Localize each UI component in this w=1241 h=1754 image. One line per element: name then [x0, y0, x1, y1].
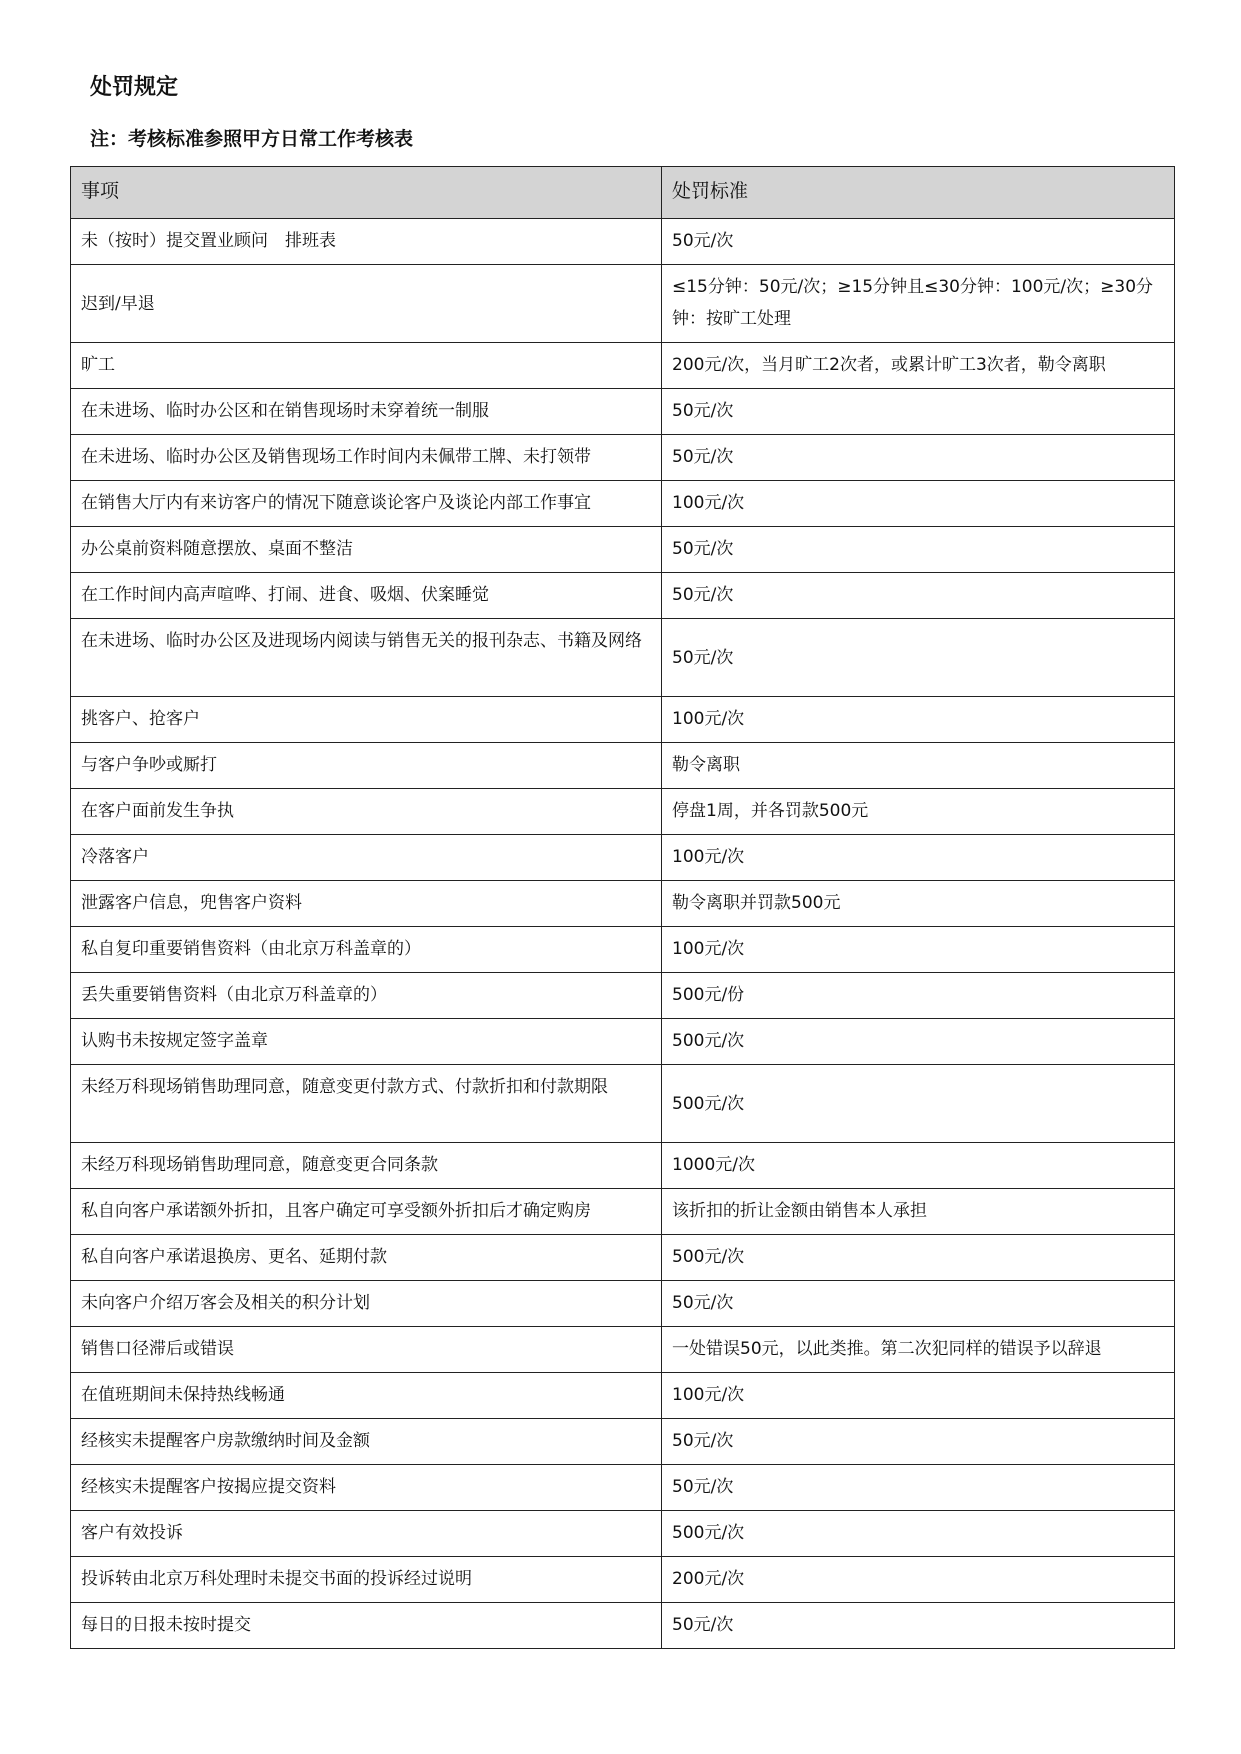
note: 注：考核标准参照甲方日常工作考核表	[90, 128, 414, 150]
item-cell: 私自向客户承诺额外折扣，且客户确定可享受额外折扣后才确定购房	[71, 1189, 662, 1235]
item-cell: 办公桌前资料随意摆放、桌面不整洁	[71, 527, 662, 573]
table-row	[71, 435, 1175, 481]
item-cell: 在客户面前发生争执	[71, 789, 662, 835]
page-title: 处罚规定	[90, 75, 179, 100]
item-cell: 在未进场、临时办公区及进现场内阅读与销售无关的报刊杂志、书籍及网络	[71, 619, 662, 697]
item-cell: 丢失重要销售资料（由北京万科盖章的）	[71, 973, 662, 1019]
item-cell: 未经万科现场销售助理同意，随意变更合同条款	[71, 1143, 662, 1189]
table-row	[71, 265, 1175, 343]
penalty-cell: 100元/次	[662, 927, 1175, 973]
penalty-cell: 勒令离职并罚款500元	[662, 881, 1175, 927]
item-cell: 迟到/早退	[71, 265, 662, 343]
penalty-cell: 500元/次	[662, 1065, 1175, 1143]
table-row	[71, 789, 1175, 835]
table-row	[71, 573, 1175, 619]
item-cell: 未经万科现场销售助理同意，随意变更付款方式、付款折扣和付款期限	[71, 1065, 662, 1143]
table-row	[71, 389, 1175, 435]
table-row	[71, 743, 1175, 789]
table-row	[71, 697, 1175, 743]
column-header-penalty: 处罚标准	[662, 167, 1175, 219]
item-cell: 认购书未按规定签字盖章	[71, 1019, 662, 1065]
table-row	[71, 1189, 1175, 1235]
penalty-cell: 50元/次	[662, 435, 1175, 481]
penalty-cell: ≤15分钟：50元/次；≥15分钟且≤30分钟：100元/次；≥30分钟：按旷工处理	[662, 265, 1175, 343]
table-row	[71, 1281, 1175, 1327]
item-cell: 旷工	[71, 343, 662, 389]
table-header-row	[71, 167, 1175, 219]
table-row	[71, 619, 1175, 697]
item-cell: 投诉转由北京万科处理时未提交书面的投诉经过说明	[71, 1557, 662, 1603]
item-cell: 在工作时间内高声喧哗、打闹、进食、吸烟、伏案睡觉	[71, 573, 662, 619]
column-header-item: 事项	[71, 167, 662, 219]
item-cell: 在未进场、临时办公区和在销售现场时未穿着统一制服	[71, 389, 662, 435]
table-row	[71, 219, 1175, 265]
table-row	[71, 1143, 1175, 1189]
item-cell: 私自向客户承诺退换房、更名、延期付款	[71, 1235, 662, 1281]
table-row	[71, 1557, 1175, 1603]
penalty-cell: 该折扣的折让金额由销售本人承担	[662, 1189, 1175, 1235]
penalty-cell: 100元/次	[662, 1373, 1175, 1419]
penalty-cell: 500元/次	[662, 1511, 1175, 1557]
table-row	[71, 1373, 1175, 1419]
item-cell: 在销售大厅内有来访客户的情况下随意谈论客户及谈论内部工作事宜	[71, 481, 662, 527]
item-cell: 未（按时）提交置业顾问 排班表	[71, 219, 662, 265]
penalty-cell: 200元/次	[662, 1557, 1175, 1603]
penalty-cell: 100元/次	[662, 481, 1175, 527]
penalty-cell: 50元/次	[662, 389, 1175, 435]
penalty-cell: 50元/次	[662, 1419, 1175, 1465]
item-cell: 挑客户、抢客户	[71, 697, 662, 743]
penalty-cell: 500元/次	[662, 1235, 1175, 1281]
item-cell: 冷落客户	[71, 835, 662, 881]
table-row	[71, 973, 1175, 1019]
table-row	[71, 835, 1175, 881]
penalty-cell: 100元/次	[662, 697, 1175, 743]
penalty-cell: 50元/次	[662, 1603, 1175, 1649]
item-cell: 未向客户介绍万客会及相关的积分计划	[71, 1281, 662, 1327]
penalty-cell: 100元/次	[662, 835, 1175, 881]
table-row	[71, 481, 1175, 527]
item-cell: 在未进场、临时办公区及销售现场工作时间内未佩带工牌、未打领带	[71, 435, 662, 481]
item-cell: 泄露客户信息，兜售客户资料	[71, 881, 662, 927]
table-row	[71, 1419, 1175, 1465]
item-cell: 在值班期间未保持热线畅通	[71, 1373, 662, 1419]
item-cell: 销售口径滞后或错误	[71, 1327, 662, 1373]
penalty-cell: 50元/次	[662, 219, 1175, 265]
penalty-cell: 一处错误50元，以此类推。第二次犯同样的错误予以辞退	[662, 1327, 1175, 1373]
table-row	[71, 1511, 1175, 1557]
item-cell: 每日的日报未按时提交	[71, 1603, 662, 1649]
penalty-cell: 勒令离职	[662, 743, 1175, 789]
penalty-cell: 50元/次	[662, 619, 1175, 697]
item-cell: 经核实未提醒客户按揭应提交资料	[71, 1465, 662, 1511]
table-row	[71, 881, 1175, 927]
penalty-cell: 1000元/次	[662, 1143, 1175, 1189]
penalty-cell: 停盘1周，并各罚款500元	[662, 789, 1175, 835]
item-cell: 与客户争吵或厮打	[71, 743, 662, 789]
table-row	[71, 1603, 1175, 1649]
penalty-cell: 500元/次	[662, 1019, 1175, 1065]
table-row	[71, 343, 1175, 389]
table-row	[71, 927, 1175, 973]
table-row	[71, 1465, 1175, 1511]
penalty-cell: 50元/次	[662, 1465, 1175, 1511]
table-row	[71, 1327, 1175, 1373]
penalty-cell: 50元/次	[662, 573, 1175, 619]
item-cell: 经核实未提醒客户房款缴纳时间及金额	[71, 1419, 662, 1465]
penalty-table	[70, 166, 1175, 1649]
table-row	[71, 527, 1175, 573]
table-row	[71, 1065, 1175, 1143]
penalty-cell: 50元/次	[662, 1281, 1175, 1327]
penalty-cell: 200元/次，当月旷工2次者，或累计旷工3次者，勒令离职	[662, 343, 1175, 389]
item-cell: 私自复印重要销售资料（由北京万科盖章的）	[71, 927, 662, 973]
item-cell: 客户有效投诉	[71, 1511, 662, 1557]
table-row	[71, 1235, 1175, 1281]
penalty-cell: 500元/份	[662, 973, 1175, 1019]
table-row	[71, 1019, 1175, 1065]
penalty-cell: 50元/次	[662, 527, 1175, 573]
